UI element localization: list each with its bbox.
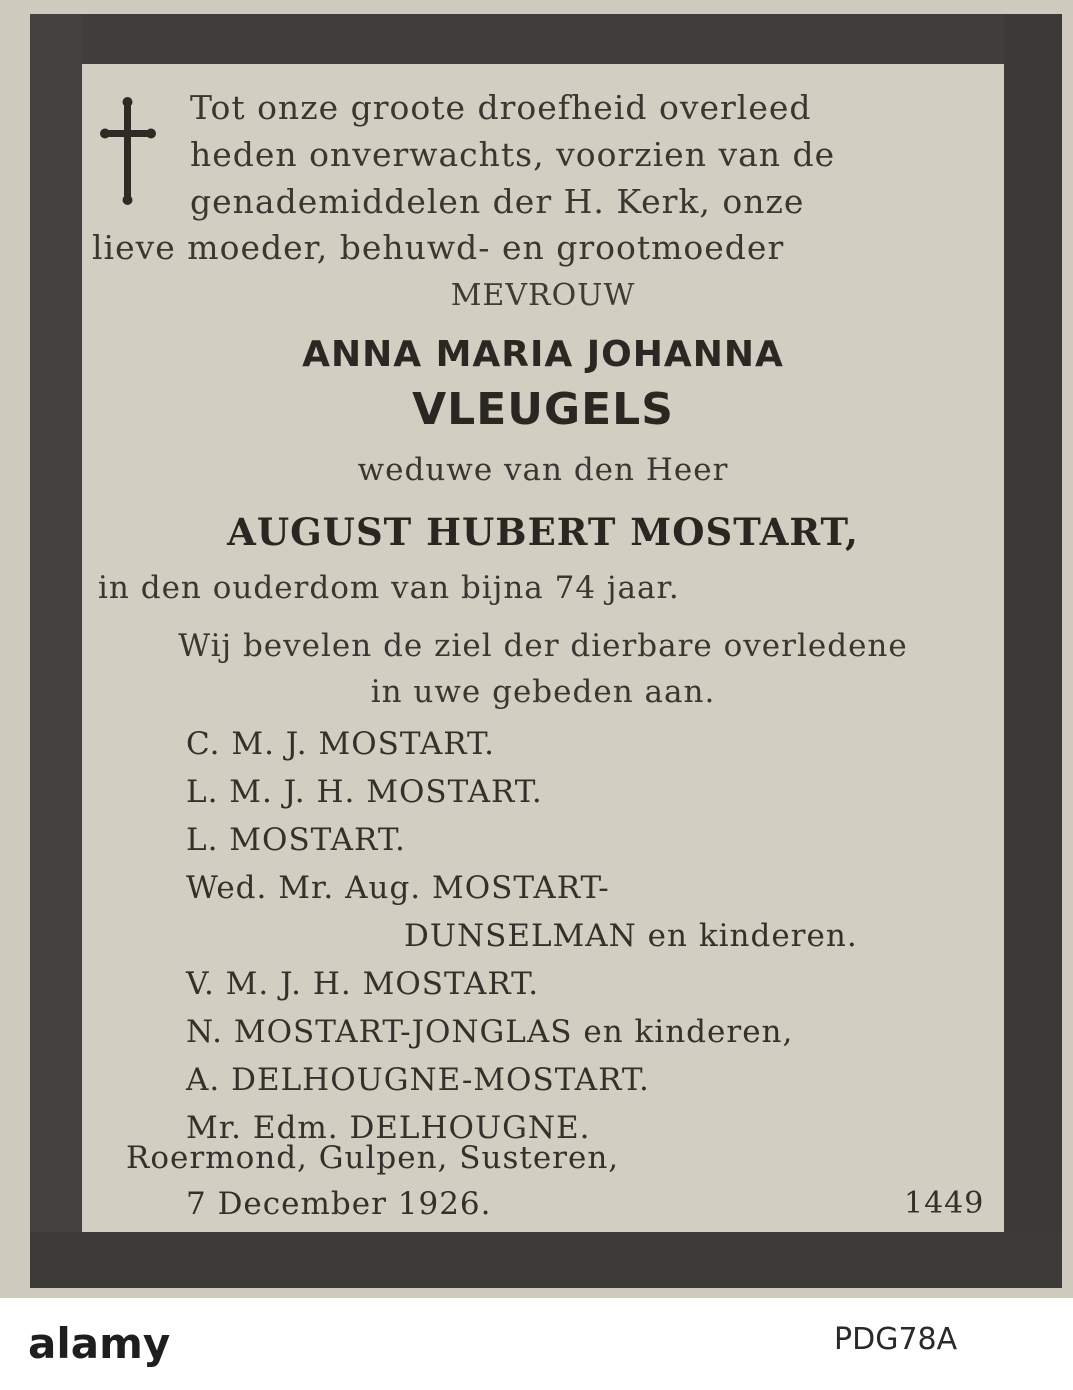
advertisement-number: 1449 (904, 1186, 985, 1221)
intro-line-last: lieve moeder, behuwd- en grootmoeder (92, 228, 785, 267)
signer-name: C. M. J. MOSTART. (186, 726, 496, 762)
intro-line: Tot onze groote droefheid overleed (190, 88, 812, 127)
place-line: Roermond, Gulpen, Susteren, (126, 1140, 620, 1176)
age-line: in den ouderdom van bijna 74 jaar. (98, 570, 680, 606)
intro-line: genademiddelen der H. Kerk, onze (190, 182, 805, 221)
signer-name: L. M. J. H. MOSTART. (186, 774, 543, 810)
mourning-border-right (1004, 14, 1062, 1288)
signer-name: V. M. J. H. MOSTART. (186, 966, 540, 1002)
intro-line: heden onverwachts, voorzien van de (190, 135, 836, 174)
cross-icon (100, 96, 156, 206)
signer-name: Wed. Mr. Aug. MOSTART- (186, 870, 610, 906)
mourning-border-left (30, 14, 82, 1288)
deceased-given-names: ANNA MARIA JOHANNA (302, 334, 784, 375)
signer-name: A. DELHOUGNE-MOSTART. (186, 1062, 650, 1098)
signers-list (186, 720, 986, 1152)
deceased-surname: VLEUGELS (412, 384, 674, 435)
prayer-request-line: Wij bevelen de ziel der dierbare overledene (178, 628, 908, 664)
signer-name: N. MOSTART-JONGLAS en kinderen, (186, 1014, 794, 1050)
signer-name-continuation: DUNSELMAN en kinderen. (404, 918, 858, 954)
mourning-border-bottom (30, 1232, 1062, 1288)
mourning-border-top (30, 14, 1062, 64)
signer-name: Mr. Edm. DELHOUGNE. (186, 1110, 591, 1146)
prayer-request-line: in uwe gebeden aan. (370, 674, 716, 710)
honorific-title: MEVROUW (450, 278, 636, 313)
date-line: 7 December 1926. (186, 1186, 492, 1222)
signer-name: L. MOSTART. (186, 822, 406, 858)
stock-image-id: PDG78A (834, 1322, 958, 1357)
intro-paragraph (190, 84, 990, 225)
widow-of-line: weduwe van den Heer (357, 452, 729, 488)
svg-text:alamy: alamy (28, 1320, 171, 1368)
husband-name: AUGUST HUBERT MOSTART, (227, 510, 859, 554)
alamy-logo (28, 1320, 188, 1370)
